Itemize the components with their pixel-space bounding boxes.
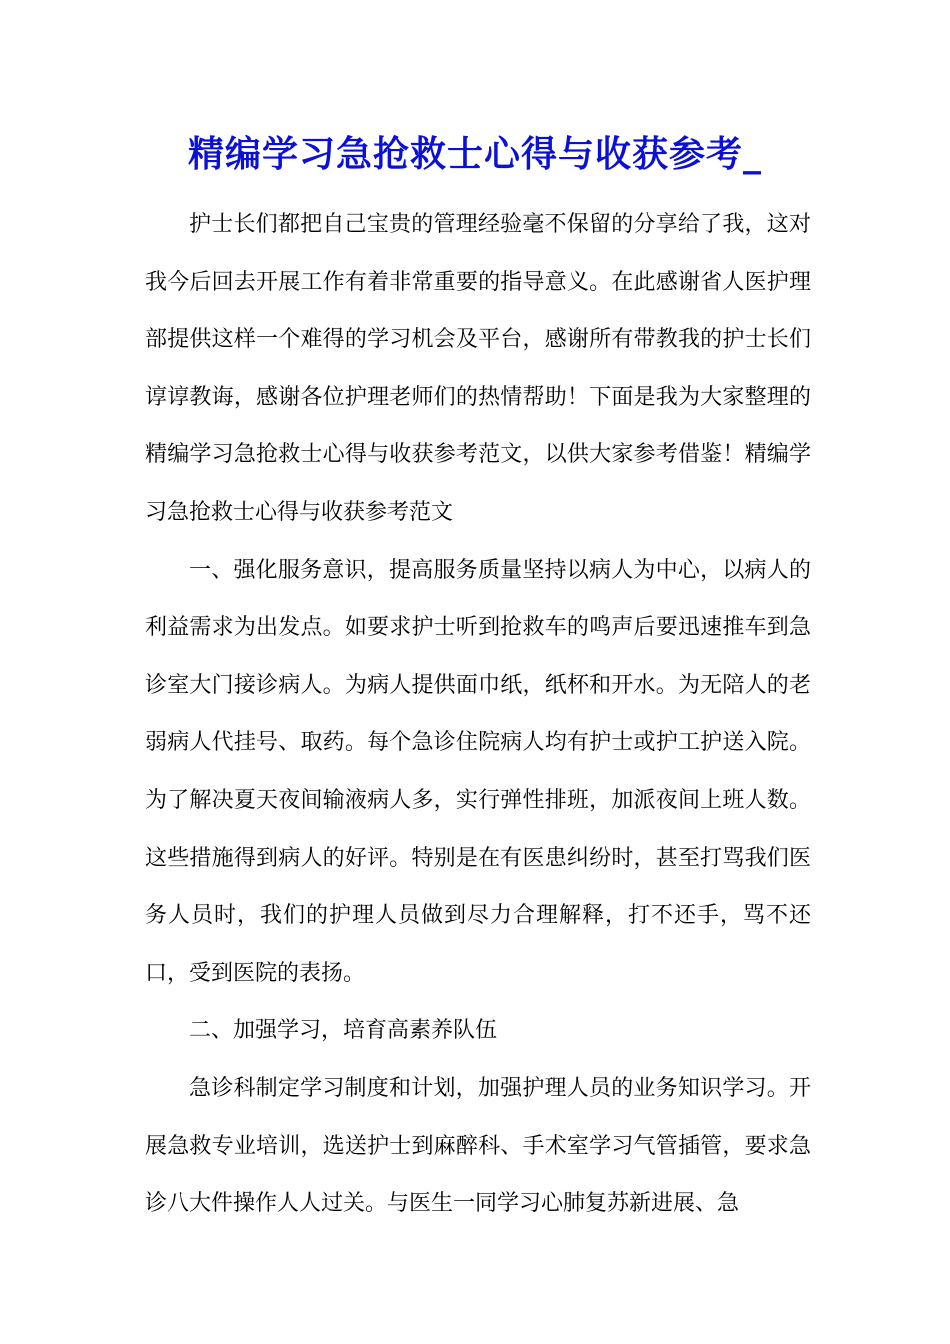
paragraph-training: 急诊科制定学习制度和计划，加强护理人员的业务知识学习。开展急救专业培训，选送护士到麻醉科、手术室学习气管插管，要求急诊八大件操作人人过关。与医生一同学习心肺复苏新进展、急 <box>145 1075 811 1217</box>
paragraph-service-awareness: 一、强化服务意识，提高服务质量坚持以病人为中心，以病人的利益需求为出发点。如要求护士听到抢救车的鸣声后要迅速推车到急诊室大门接诊病人。为病人提供面巾纸，纸杯和开水。为无陪人的老弱病人代挂号、取药。每个急诊住院病人均有护士或护工护送入院。为了解决夏天夜间输液病人多，实行弹性排班，加派夜间上班人数。这些措施得到病人的好评。特别是在有医患纠纷时，甚至打骂我们医务人员时，我们的护理人员做到尽力合理解释，打不还手，骂不还口，受到医院的表扬。 <box>145 557 811 986</box>
document-title: 精编学习急抢救士心得与收获参考_ <box>187 133 762 175</box>
paragraph-intro: 护士长们都把自己宝贵的管理经验毫不保留的分享给了我，这对我今后回去开展工作有着非常重要的指导意义。在此感谢省人医护理部提供这样一个难得的学习机会及平台，感谢所有带教我的护士长们谆谆教诲，感谢各位护理老师们的热情帮助！下面是我为大家整理的精编学习急抢救士心得与收获参考范文，以供大家参考借鉴！精编学习急抢救士心得与收获参考范文 <box>145 212 811 525</box>
document-body <box>145 196 811 1233</box>
paragraph-heading-learning: 二、加强学习，培育高素养队伍 <box>189 1018 498 1044</box>
